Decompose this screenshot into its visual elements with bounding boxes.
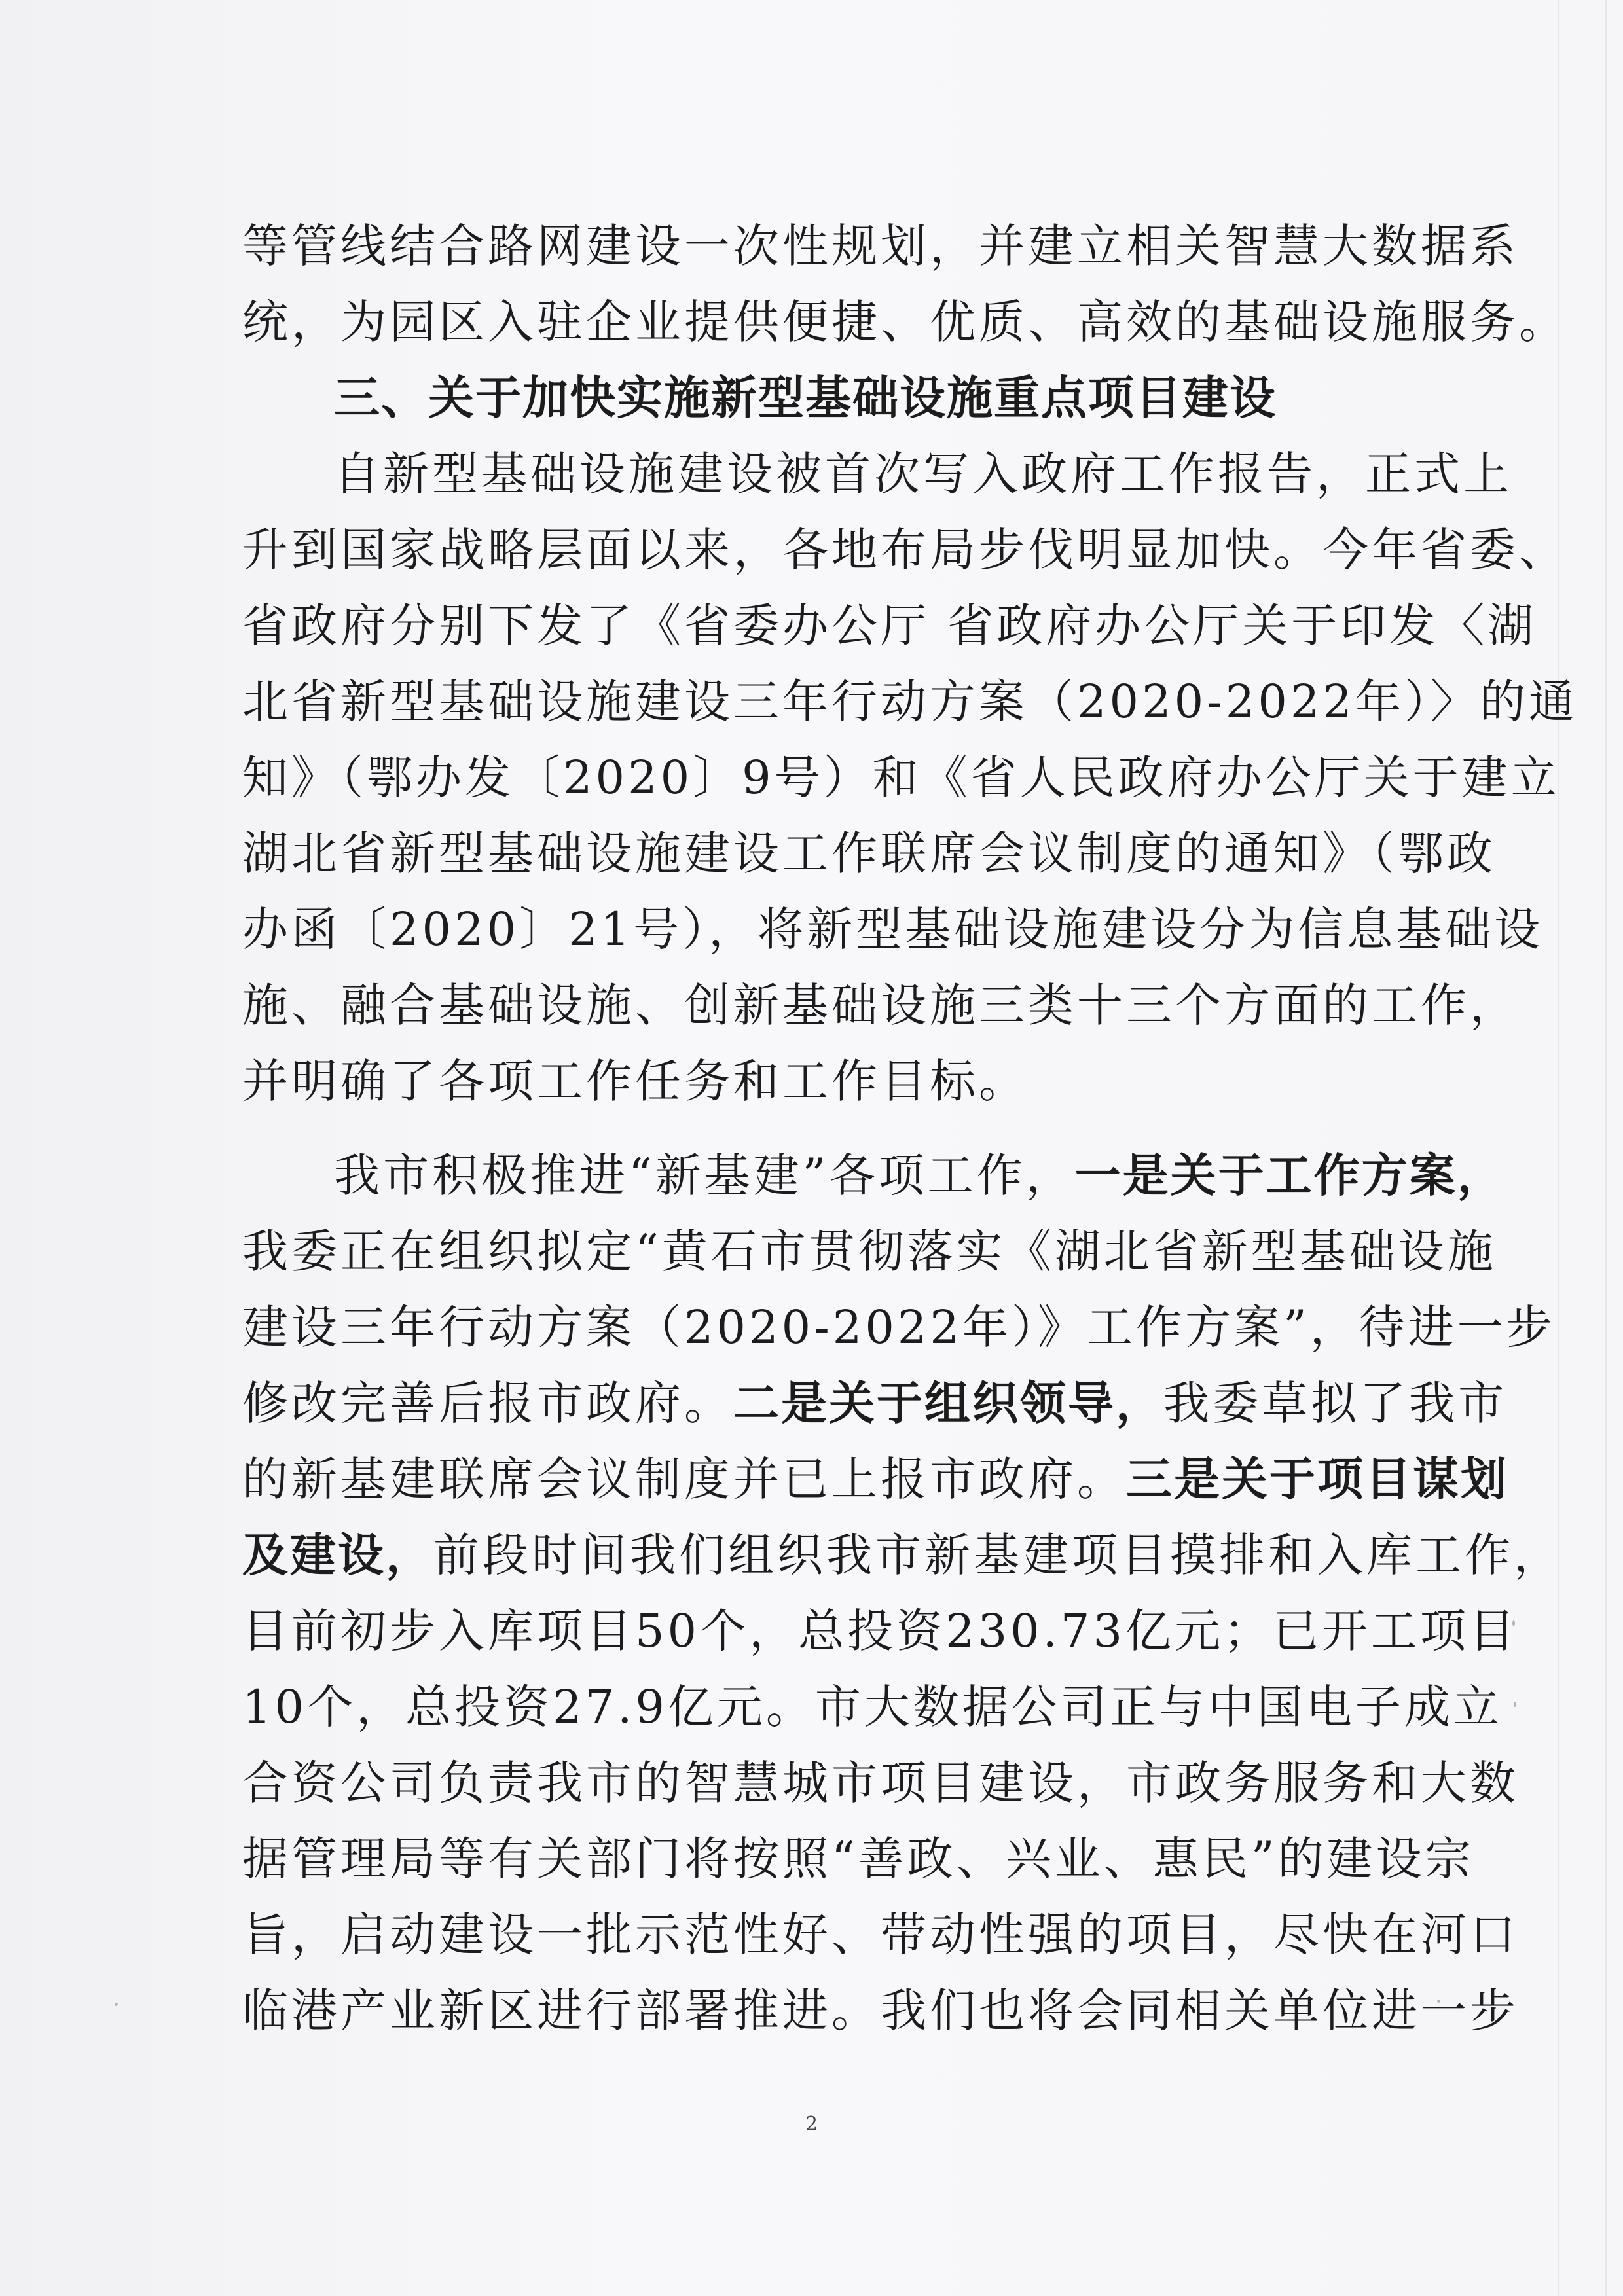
text-line [242, 1897, 1519, 1973]
text-segment: 办函〔2020〕21号），将新型基础设施建设分为信息基础设 [242, 903, 1544, 956]
text-segment: 湖北省新型基础设施建设工作联席会议制度的通知》（鄂政 [242, 827, 1496, 880]
page-number: 2 [805, 2113, 818, 2136]
text-segment: 等管线结合路网建设一次性规划，并建立相关智慧大数据系 [242, 219, 1519, 273]
text-line [242, 1517, 1563, 1593]
text-segment: 统，为园区入驻企业提供便捷、优质、高效的基础设施服务。 [242, 295, 1568, 349]
text-line [242, 208, 1519, 284]
text-line [242, 967, 1519, 1043]
text-segment: 省政府分别下发了《省委办公厅 省政府办公厅关于印发〈湖 [242, 599, 1537, 653]
text-line [242, 1213, 1497, 1289]
text-segment: 的新基建联席会议制度并已上报市政府。 [242, 1452, 1126, 1506]
text-segment: 知》（鄂办发〔2020〕9号）和《省人民政府办公厅关于建立 [242, 751, 1560, 804]
text-segment: 目前初步入库项目50个，总投资230.73亿元；已开工项目 [242, 1604, 1519, 1658]
text-segment: 临港产业新区进行部署推进。我们也将会同相关单位进一步 [242, 1984, 1519, 2037]
text-segment: 施、融合基础设施、创新基础设施三类十三个方面的工作， [242, 978, 1519, 1032]
text-line [242, 664, 1578, 740]
text-segment: 旨，启动建设一批示范性好、带动性强的项目，尽快在河口 [242, 1908, 1519, 1962]
text-segment: 并明确了各项工作任务和工作目标。 [242, 1054, 1028, 1108]
text-segment: 建设三年行动方案（2020-2022年）》工作方案”，待进一步 [242, 1300, 1556, 1354]
section-heading [242, 360, 1368, 436]
text-segment: 我委正在组织拟定“黄石市贯彻落实《湖北省新型基础设施 [242, 1225, 1497, 1278]
text-segment: 修改完善后报市政府。 [242, 1376, 733, 1430]
text-segment: 升到国家战略层面以来，各地布局步伐明显加快。今年省委、 [242, 523, 1568, 577]
text-segment: 据管理局等有关部门将按照“善政、兴业、惠民”的建设宗 [242, 1832, 1474, 1886]
document-body [242, 208, 1578, 2049]
bold-text-segment: 二是关于组织领导， [733, 1376, 1163, 1430]
text-line [242, 1043, 1368, 1119]
text-segment: 北省新型基础设施建设三年行动方案（2020-2022年）〉的通 [242, 675, 1578, 728]
text-line [242, 1138, 1505, 1213]
text-segment: 自新型基础设施建设被首次写入政府工作报告，正式上 [334, 447, 1512, 501]
text-line [242, 1669, 1503, 1745]
text-segment: 合资公司负责我市的智慧城市项目建设，市政务服务和大数 [242, 1756, 1519, 1810]
scan-speck [115, 2003, 118, 2006]
text-line [242, 1593, 1519, 1669]
text-segment: 前段时间我们组织我市新基建项目摸排和入库工作， [433, 1528, 1563, 1582]
text-line [242, 1973, 1519, 2049]
bold-text-segment: 三是关于项目谋划 [1126, 1452, 1508, 1506]
scan-speck [1514, 1702, 1516, 1707]
scan-artifact-line [1605, 0, 1607, 2296]
bold-text-segment: 一是关于工作方案， [1074, 1149, 1505, 1202]
text-line [242, 816, 1496, 891]
text-line [242, 284, 1568, 360]
text-line [242, 891, 1544, 967]
text-segment: 我市积极推进“新基建”各项工作， [334, 1149, 1075, 1202]
text-segment: 我委草拟了我市 [1163, 1376, 1507, 1430]
text-line [242, 1745, 1519, 1821]
text-segment: 10个，总投资27.9亿元。市大数据公司正与中国电子成立 [242, 1680, 1503, 1734]
text-line [242, 436, 1512, 512]
text-line [242, 1289, 1556, 1365]
text-line [242, 1441, 1508, 1517]
text-line [242, 588, 1537, 664]
text-line [242, 1821, 1474, 1897]
text-line [242, 512, 1568, 588]
text-line [242, 740, 1560, 816]
text-line [242, 1365, 1507, 1441]
text-segment: 三、关于加快实施新型基础设施重点项目建设 [334, 371, 1277, 425]
bold-text-segment: 及建设， [242, 1528, 433, 1582]
